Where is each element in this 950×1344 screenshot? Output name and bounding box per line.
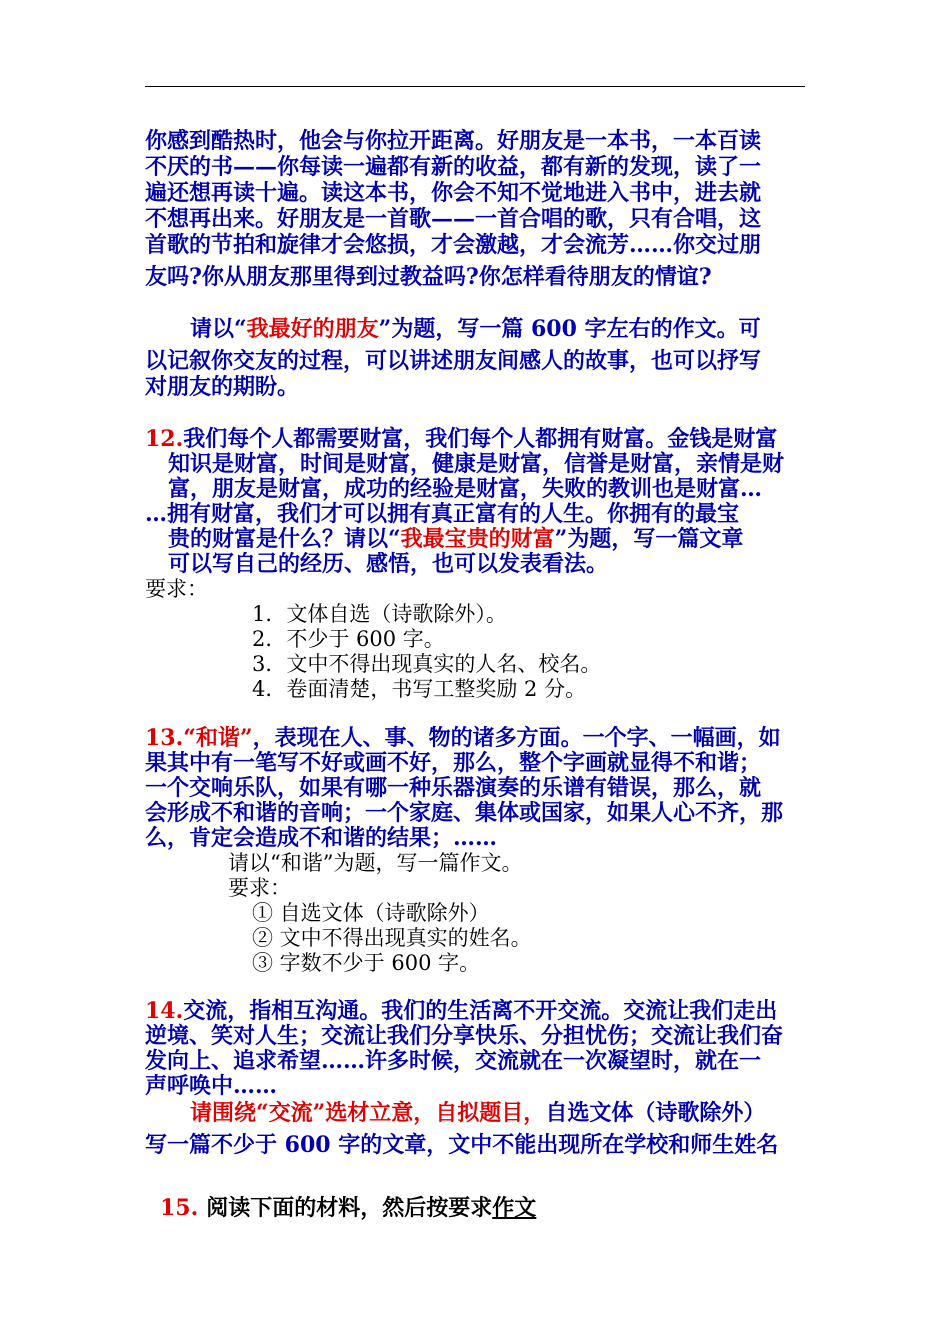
s11-prompt-line: 对朋友的期盼。 bbox=[145, 374, 300, 400]
s11-prompt-line bbox=[190, 316, 761, 342]
s14-number: 14. bbox=[145, 998, 184, 1024]
s13-number: 13. bbox=[145, 725, 184, 751]
s13-line: 果其中有一笔写不好或画不好，那么，整个字画就显得不和谐； bbox=[145, 750, 762, 776]
s15-link[interactable]: 作文 bbox=[492, 1195, 537, 1221]
s13-requirement: ③ 字数不少于 600 字。 bbox=[252, 951, 481, 975]
s11-para-line: 首歌的节拍和旋律才会悠损，才会激越，才会流芳……你交过朋 bbox=[145, 232, 762, 258]
s14-line bbox=[145, 998, 777, 1024]
s13-req-label: 要求： bbox=[228, 876, 291, 900]
s15-text: 阅读下面的材料，然后按要求 bbox=[206, 1195, 493, 1221]
s15-line bbox=[160, 1195, 536, 1221]
s11-prompt-line: 以记叙你交友的过程，可以讲述朋友间感人的故事，也可以抒写 bbox=[145, 348, 762, 374]
s13-line: 会形成不和谐的音响；一个家庭、集体或国家，如果人心不齐，那 bbox=[145, 800, 784, 826]
s12-line: …拥有财富，我们才可以拥有真正富有的人生。你拥有的最宝 bbox=[145, 501, 740, 527]
s12-line: 知识是财富，时间是财富，健康是财富，信誉是财富，亲情是财 bbox=[168, 451, 785, 477]
s12-line5-post: ”为题，写一篇文章 bbox=[554, 526, 744, 552]
s15-number: 15. bbox=[160, 1195, 199, 1221]
s14-line: 发向上、追求希望……许多时候，交流就在一次凝望时，就在一 bbox=[145, 1048, 762, 1074]
s13-prompt: 请以“和谐”为题，写一篇作文。 bbox=[228, 851, 523, 875]
s12-req-label: 要求： bbox=[145, 577, 208, 601]
s11-para-line: 遍还想再读十遍。读这本书，你会不知不觉地进入书中，进去就 bbox=[145, 180, 762, 206]
s11-para-line: 友吗?你从朋友那里得到过教益吗?你怎样看待朋友的情谊? bbox=[145, 264, 712, 290]
s13-requirement: ② 文中不得出现真实的姓名。 bbox=[252, 926, 532, 950]
s14-prompt-line: 写一篇不少于 600 字的文章，文中不能出现所在学校和师生姓名 bbox=[145, 1132, 779, 1158]
header-rule bbox=[145, 86, 805, 87]
s12-requirement: 1．文体自选（诗歌除外）。 bbox=[252, 602, 507, 626]
s14-line: 逆境、笑对人生；交流让我们分享快乐、分担忧伤；交流让我们奋 bbox=[145, 1023, 784, 1049]
s14-prompt-red: 请围绕“交流”选材立意，自拟题目， bbox=[190, 1100, 546, 1126]
s14-line1-text: 交流，指相互沟通。我们的生活离不开交流。交流让我们走出 bbox=[183, 998, 778, 1024]
s11-prompt-title: 我最好的朋友 bbox=[246, 316, 379, 342]
s12-requirement: 4．卷面清楚，书写工整奖励 2 分。 bbox=[252, 677, 587, 701]
s12-line5-pre: 贵的财富是什么？请以“ bbox=[168, 526, 401, 552]
s13-line1-rest: ，表现在人、事、物的诸多方面。一个字、一幅画，如 bbox=[252, 725, 781, 751]
s13-line: 么，肯定会造成不和谐的结果；…… bbox=[145, 825, 498, 851]
s14-prompt-line bbox=[190, 1100, 765, 1126]
s12-line1-text: 我们每个人都需要财富，我们每个人都拥有财富。金钱是财富 bbox=[183, 426, 778, 452]
s13-title: “和谐” bbox=[183, 725, 253, 751]
s11-para-line: 不想再出来。好朋友是一首歌——一首合唱的歌，只有合唱，这 bbox=[145, 206, 762, 232]
s12-line: 可以写自己的经历、感悟，也可以发表看法。 bbox=[168, 551, 609, 577]
s12-requirement: 2．不少于 600 字。 bbox=[252, 627, 445, 651]
s12-line: 富，朋友是财富，成功的经验是财富，失败的教训也是财富… bbox=[168, 476, 763, 502]
s12-title: 我最宝贵的财富 bbox=[400, 526, 555, 552]
s11-para-line: 不厌的书——你每读一遍都有新的收益，都有新的发现，读了一 bbox=[145, 154, 762, 180]
s11-para-line: 你感到酷热时，他会与你拉开距离。好朋友是一本书，一本百读 bbox=[145, 128, 762, 154]
s11-prompt-post: ”为题，写一篇 600 字左右的作文。可 bbox=[378, 316, 761, 342]
s11-prompt-pre: 请以“ bbox=[190, 316, 247, 342]
s12-number: 12. bbox=[145, 426, 184, 452]
s12-requirement: 3．文中不得出现真实的人名、校名。 bbox=[252, 652, 602, 676]
s13-line: 一个交响乐队，如果有哪一种乐器演奏的乐谱有错误，那么，就 bbox=[145, 775, 762, 801]
s13-line bbox=[145, 725, 781, 751]
s12-line bbox=[168, 526, 743, 552]
s14-prompt-blue: 自选文体（诗歌除外） bbox=[545, 1100, 766, 1126]
s12-line bbox=[145, 426, 777, 452]
s14-line: 声呼唤中…… bbox=[145, 1073, 278, 1099]
s13-requirement: ① 自选文体（诗歌除外） bbox=[252, 901, 490, 925]
